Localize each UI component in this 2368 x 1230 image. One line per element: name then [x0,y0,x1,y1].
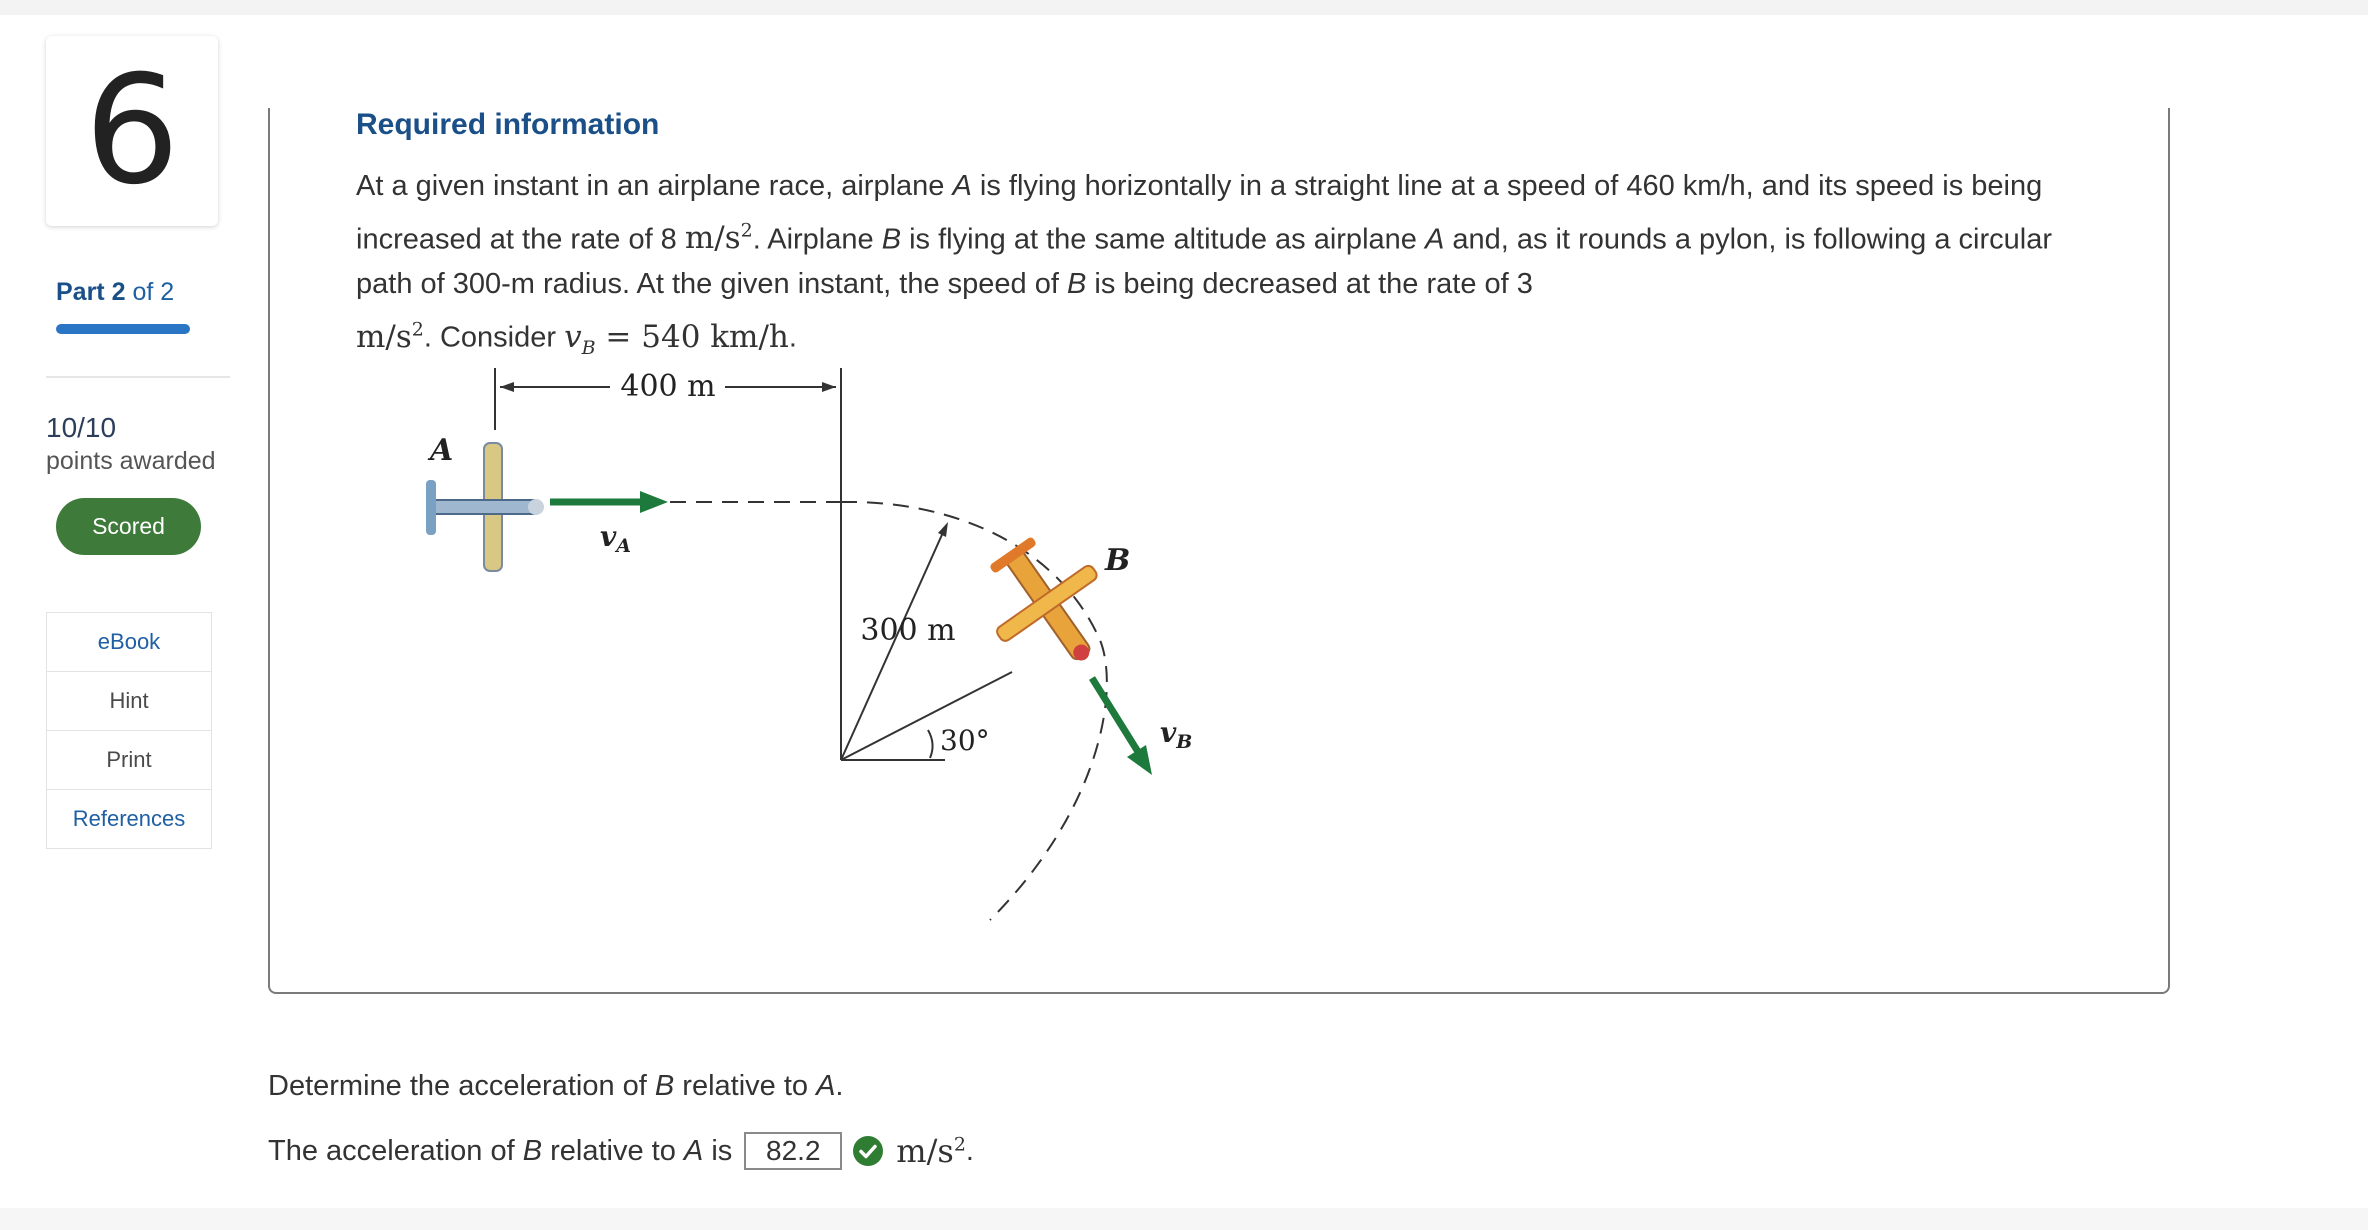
vb-label: $v_B$ [1160,716,1193,753]
text: The acceleration of [268,1134,515,1167]
score-label: points awarded [46,447,216,475]
text: . [965,1134,974,1167]
vb-symbol: v [564,318,582,355]
plane-a-ref: A [683,1134,704,1167]
text: relative to [682,1070,809,1102]
plane-b-ref: B [881,223,902,256]
tools-menu [46,612,212,849]
text: . Consider [423,321,557,354]
references-button[interactable]: References [46,790,212,849]
plane-b-ref: B [1066,268,1087,301]
text: is flying at the same altitude as airplane [909,223,1417,256]
plane-b-ref: B [522,1134,543,1167]
text: relative to [550,1134,676,1167]
text: and, as it rounds a pylon, is following a circular path of 300-m radius. At the given instant, the speed of [356,223,2053,301]
ebook-button[interactable]: eBook [46,612,212,672]
unit-exp: 2 [411,318,424,341]
distance-label: 400 m [620,369,716,404]
angle-label: 30° [940,724,990,757]
unit-exp: 2 [953,1133,966,1156]
bottom-bar [0,1208,2368,1230]
answer-unit [896,1132,966,1170]
part-current: 2 [111,278,126,306]
text: is [711,1134,733,1167]
part-prefix: Part [56,278,105,306]
plane-b-ref: B [654,1070,675,1102]
part-total: of 2 [132,278,175,306]
score-value: 10/10 [46,412,117,443]
text: is being decreased at the rate of 3 [1094,268,1533,301]
unit-text: m/s [684,220,741,257]
text: is flying horizontally in a straight line at a speed of 460 km/h, and its speed is being increased at the rate of 8 [356,170,2043,256]
answer-line [268,1132,974,1170]
print-button[interactable]: Print [46,731,212,790]
va-label: $v_A$ [600,520,632,557]
label-a: A [430,433,454,468]
unit-text: m/s [356,318,412,355]
question-prompt [268,1070,843,1103]
plane-a-ref: A [1424,223,1445,256]
required-info-title: Required information [356,108,660,141]
text: Determine the acceleration of [268,1070,647,1102]
plane-a-ref: A [816,1070,836,1102]
part-indicator [56,278,174,307]
hint-button[interactable]: Hint [46,672,212,731]
divider [46,376,230,378]
vb-sub: B [581,336,596,359]
answer-input[interactable]: 82.2 [744,1132,842,1170]
label-b: B [1105,543,1131,578]
text: . Airplane [752,223,874,256]
unit-text: m/s [896,1132,954,1170]
problem-statement [356,164,2056,371]
text: At a given instant in an airplane race, airplane [356,170,945,202]
text: . [788,321,797,354]
race-diagram [400,350,1300,930]
plane-a-ref: A [952,170,972,202]
text: . [835,1070,844,1102]
part-progress-bar [56,324,190,334]
unit-exp: 2 [740,220,753,242]
scored-badge: Scored [56,498,201,555]
radius-label: 300 m [860,613,956,648]
correct-check-icon [852,1135,884,1167]
question-number: 6 [46,36,218,226]
vb-value: = 540 km/h [605,318,789,355]
top-bar [0,0,2368,15]
unit [685,220,753,256]
